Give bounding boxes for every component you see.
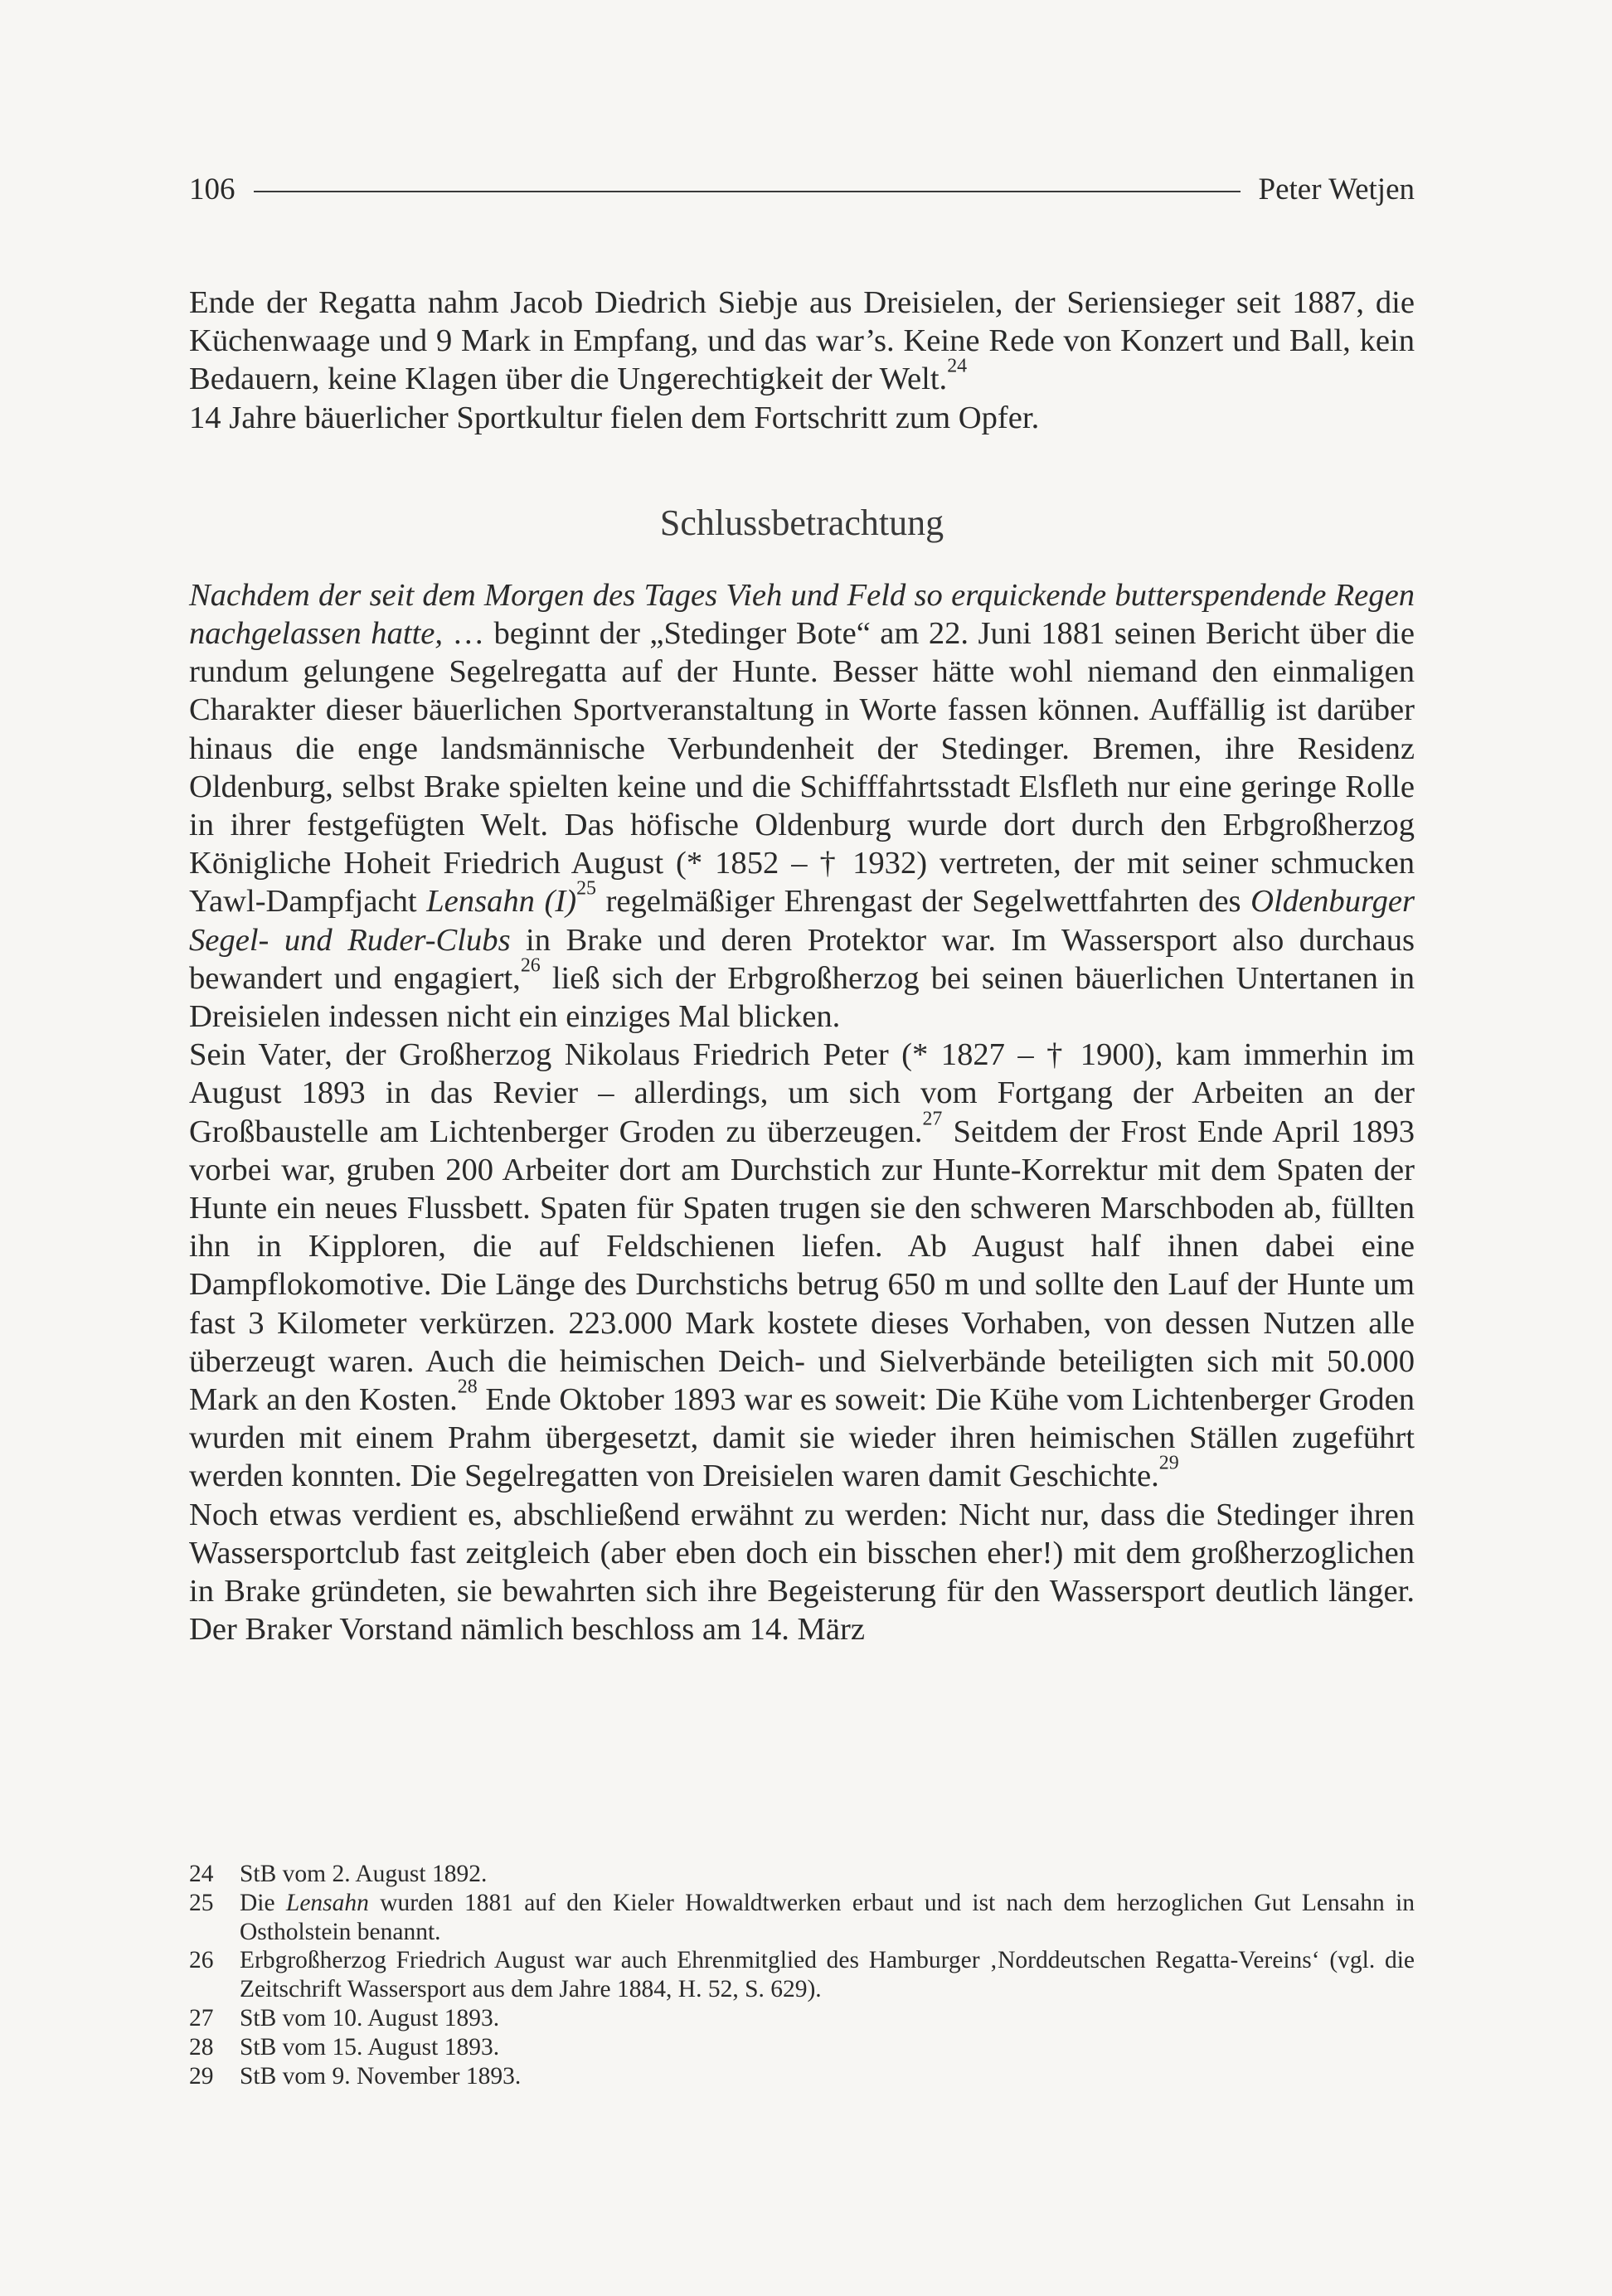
intro-paragraph bbox=[189, 284, 1415, 399]
intro-text: Ende der Regatta nahm Jacob Diedrich Siebje aus Dreisielen, der Seriensieger seit 1887, die Küchenwaage und 9 Mark in Empfang, und das war’s. Keine Rede von Konzert und Ball, kein Bedauern, keine Klagen über die Ungerechtigkeit der Welt. bbox=[189, 285, 1415, 397]
footnote-text: StB vom 10. August 1893. bbox=[240, 2004, 500, 2031]
running-head-author: Peter Wetjen bbox=[1258, 172, 1415, 206]
opening-quote: Nachdem der seit dem Morgen des Tages Vieh und Feld so erquickende butterspendende Regen nachgelassen hatte, bbox=[189, 577, 1415, 652]
footnote bbox=[189, 1889, 1415, 1947]
footnote bbox=[189, 1946, 1415, 2004]
ship-name: Lensahn (I) bbox=[426, 884, 577, 920]
running-head bbox=[189, 166, 1415, 212]
footnote bbox=[189, 2033, 1415, 2062]
intro-paragraph-closing: 14 Jahre bäuerlicher Sportkultur fielen dem Fortschritt zum Opfer. bbox=[189, 400, 1040, 435]
section-title: Schlussbetrachtung bbox=[659, 502, 944, 543]
header-rule bbox=[254, 191, 1241, 192]
footnote-ref-27: 27 bbox=[922, 1108, 943, 1130]
footnote bbox=[189, 2062, 1415, 2091]
club-name: Oldenburger Segel- und Ruder-Clubs bbox=[189, 884, 1415, 958]
footnote-text: StB vom 15. August 1893. bbox=[240, 2033, 500, 2061]
footnote-ref-26: 26 bbox=[520, 954, 541, 977]
footnote-italic: Lensahn bbox=[285, 1889, 369, 1916]
footnotes bbox=[189, 1860, 1415, 2090]
paragraph-1: Nachdem der seit dem Morgen des Tages Vieh und Feld so erquickende butterspendende Regen nachgelassen hatte, … beginnt der „Stedinger Bote“ am 22. Juni 1881 seinen Bericht über die rundum gelungene Segelregatta auf der Hunte. Besser hätte wohl niemand den einmaligen Charakter dieser bäuerlichen Sportveranstaltung in Worte fassen können. Auffällig ist darüber hinaus die enge landsmännische Verbundenheit der Stedinger. Bremen, ihre Residenz Oldenburg, selbst Brake spielten keine und die Schifffahrtsstadt Elsfleth nur eine geringe Rolle in ihrer festgefügten Welt. Das höfische Oldenburg wurde dort durch den Erbgroßherzog Königliche Hoheit Friedrich August (* 1852 – † 1932) vertreten, der mit seiner schmucken Yawl-Dampfjacht Lensahn $(I)^{25}$ regelmäßiger Ehrengast der Segelwettfahrten des Oldenburger Segel- und Ruder-Clubs in Brake und deren Protektor war. Im Wassersport also durchaus bewandert und engagiert,$^{26}$ ließ sich der Erbgroßherzog bei seinen bäuerlichen Untertanen in Dreisielen indessen nicht ein einziges Mal blicken. bbox=[189, 577, 1415, 1035]
footnote-text: StB vom 2. August 1892. bbox=[240, 1861, 488, 1887]
paragraph-2: Sein Vater, der Großherzog Nikolaus Friedrich Peter (* 1827 – † 1900), kam immerhin im August 1893 in das Revier – allerdings, um sich vom Fortgang der Arbeiten an der Großbaustelle am Lichtenberger Groden zu überzeugen.$^{27}$ Seitdem der Frost Ende April 1893 vorbei war, gruben 200 Arbeiter dort am Durchstich zur Hunte-Korrektur mit dem Spaten der Hunte ein neues Flussbett. Spaten für Spaten trugen sie den schweren Marschboden ab, füllten ihn in Kipploren, die auf Feldschienen liefen. Ab August half ihnen dabei eine Dampflokomotive. Die Länge des Durchstichs betrug 650 m und sollte den Lauf der Hunte um fast 3 Kilometer verkürzen. 223.000 Mark kostete dieses Vorhaben, von dessen Nutzen alle überzeugt waren. Auch die heimischen Deich- und Sielverbände beteiligten sich mit 50.000 Mark an den Kosten.$^{28}$ Ende Oktober 1893 war es soweit: Die Kühe vom Lichtenberger Groden wurden mit einem Prahm übergesetzt, damit sie wieder ihren heimischen Ställen zugeführt werden konnten. Die Segelregatten von Dreisielen waren damit Geschichte.$^{29}$ bbox=[189, 1037, 1415, 1494]
body-text bbox=[189, 284, 1415, 1649]
footnote-number: 29 bbox=[189, 2062, 214, 2090]
footnote-number: 26 bbox=[189, 1947, 214, 1974]
page-number: 106 bbox=[189, 172, 235, 206]
paragraph-3: Noch etwas verdient es, abschließend erwähnt zu werden: Nicht nur, dass die Stedinger ihren Wassersportclub fast zeitgleich (aber eben doch ein bisschen eher!) mit dem großherzoglichen in Brake gründeten, sie bewahrten sich ihre Begeisterung für den Wassersport deutlich länger. Der Braker Vorstand nämlich beschloss am 14. März bbox=[189, 1497, 1415, 1648]
footnote-text: StB vom 9. November 1893. bbox=[240, 2062, 522, 2090]
footnote bbox=[189, 2004, 1415, 2033]
footnote-ref-24: 24 bbox=[947, 356, 968, 378]
footnote-number: 24 bbox=[189, 1861, 214, 1887]
footnote-ref-25: 25 bbox=[576, 878, 596, 900]
footnote-ref-28: 28 bbox=[457, 1376, 478, 1398]
footnote-ref-29: 29 bbox=[1158, 1453, 1179, 1475]
footnote-text: Erbgroßherzog Friedrich August war auch Ehrenmitglied des Hamburger ‚Norddeutschen Regatta-Vereins‘ (vgl. die Zeitschrift Wassersport aus dem Jahre 1884, H. 52, S. 629). bbox=[240, 1947, 1415, 2003]
footnote bbox=[189, 1860, 1415, 1889]
footnote-text: Die Lensahn wurden 1881 auf den Kieler Howaldtwerken erbaut und ist nach dem herzoglichen Gut Lensahn in Ostholstein benannt. bbox=[240, 1889, 1415, 1945]
footnote-number: 28 bbox=[189, 2033, 214, 2061]
footnote-number: 27 bbox=[189, 2004, 214, 2031]
footnote-number: 25 bbox=[189, 1889, 214, 1916]
